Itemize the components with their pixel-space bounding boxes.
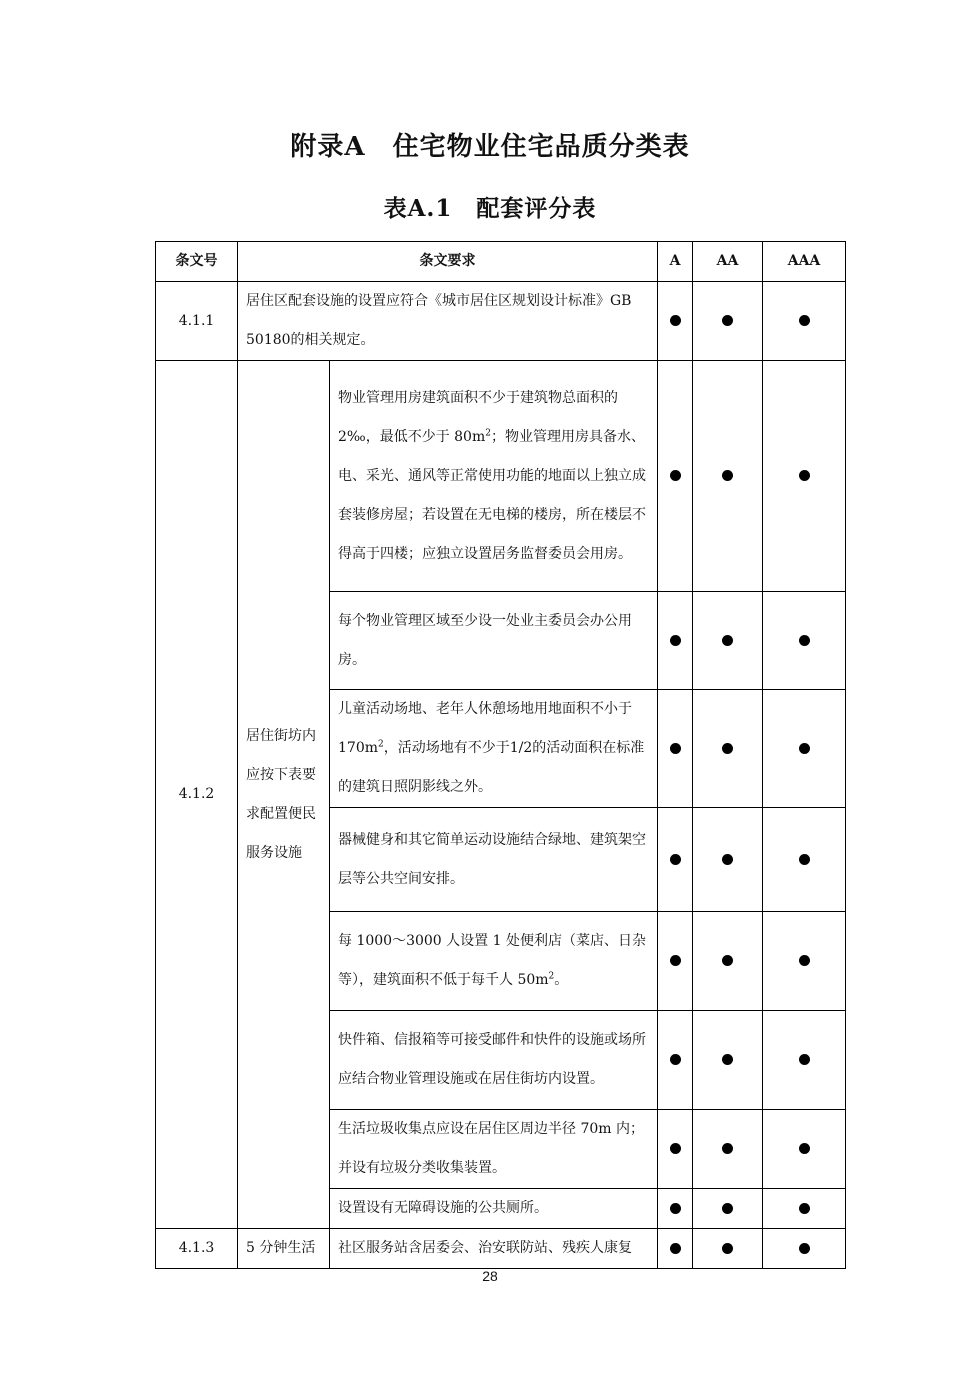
clause-item: 社区服务站含居委会、治安联防站、残疾人康复 [330, 1229, 658, 1269]
filled-circle-icon [799, 635, 810, 646]
filled-circle-icon [722, 635, 733, 646]
clause-item: 生活垃圾收集点应设在居住区周边半径 70m 内；并设有垃圾分类收集装置。 [330, 1110, 658, 1189]
filled-circle-icon [670, 1054, 681, 1065]
filled-circle-icon [722, 470, 733, 481]
filled-circle-icon [799, 470, 810, 481]
clause-code: 4.1.2 [156, 361, 238, 1229]
filled-circle-icon [722, 1203, 733, 1214]
filled-circle-icon [799, 955, 810, 966]
filled-circle-icon [670, 1243, 681, 1254]
clause-code: 4.1.1 [156, 282, 238, 361]
clause-item: 每个物业管理区域至少设一处业主委员会办公用房。 [330, 592, 658, 690]
clause-item: 器械健身和其它简单运动设施结合绿地、建筑架空层等公共空间安排。 [330, 808, 658, 912]
filled-circle-icon [722, 1243, 733, 1254]
filled-circle-icon [722, 1054, 733, 1065]
filled-circle-icon [670, 743, 681, 754]
header-a: A [658, 242, 693, 282]
filled-circle-icon [799, 854, 810, 865]
rating-table [155, 241, 846, 1269]
header-aa: AA [693, 242, 763, 282]
filled-circle-icon [799, 743, 810, 754]
table-row [156, 282, 846, 361]
clause-item: 物业管理用房建筑面积不少于建筑物总面积的2‰，最低不少于 $80m^2$；物业管理用房具备水、电、采光、通风等正常使用功能的地面以上独立成套装修房屋；若设置在无电梯的楼房，所在楼层不得高于四楼；应独立设置居务监督委员会用房。 [330, 361, 658, 592]
filled-circle-icon [722, 1143, 733, 1154]
filled-circle-icon [722, 315, 733, 326]
table-title: 表A.1 配套评分表 [383, 195, 597, 222]
filled-circle-icon [722, 743, 733, 754]
filled-circle-icon [799, 315, 810, 326]
filled-circle-icon [670, 1143, 681, 1154]
header-requirement: 条文要求 [238, 242, 658, 282]
filled-circle-icon [799, 1143, 810, 1154]
clause-item: 每 1000～3000 人设置 1 处便利店（菜店、日杂等），建筑面积不低于每千人 $50m^2$。 [330, 912, 658, 1011]
clause-category: 5 分钟生活 [238, 1229, 330, 1269]
filled-circle-icon [670, 854, 681, 865]
table-header-row [156, 242, 846, 282]
header-aaa: AAA [763, 242, 846, 282]
header-code: 条文号 [156, 242, 238, 282]
filled-circle-icon [799, 1243, 810, 1254]
clause-code: 4.1.3 [156, 1229, 238, 1269]
clause-item: 快件箱、信报箱等可接受邮件和快件的设施或场所应结合物业管理设施或在居住街坊内设置。 [330, 1011, 658, 1110]
page-number: 28 [482, 1268, 498, 1284]
filled-circle-icon [670, 955, 681, 966]
clause-item: 儿童活动场地、老年人休憩场地用地面积不小于$170m^2$，活动场地有不少于1/2的活动面积在标准的建筑日照阴影线之外。 [330, 690, 658, 808]
filled-circle-icon [799, 1203, 810, 1214]
filled-circle-icon [670, 470, 681, 481]
clause-category: 居住街坊内应按下表要求配置便民服务设施 [238, 361, 330, 1229]
page-title: 附录A 住宅物业住宅品质分类表 [290, 132, 690, 162]
filled-circle-icon [799, 1054, 810, 1065]
filled-circle-icon [670, 1203, 681, 1214]
filled-circle-icon [722, 955, 733, 966]
table-row [156, 361, 846, 592]
clause-text: 居住区配套设施的设置应符合《城市居住区规划设计标准》GB 50180的相关规定。 [238, 282, 658, 361]
clause-item: 设置设有无障碍设施的公共厕所。 [330, 1189, 658, 1229]
filled-circle-icon [670, 315, 681, 326]
table-row [156, 1229, 846, 1269]
filled-circle-icon [722, 854, 733, 865]
filled-circle-icon [670, 635, 681, 646]
